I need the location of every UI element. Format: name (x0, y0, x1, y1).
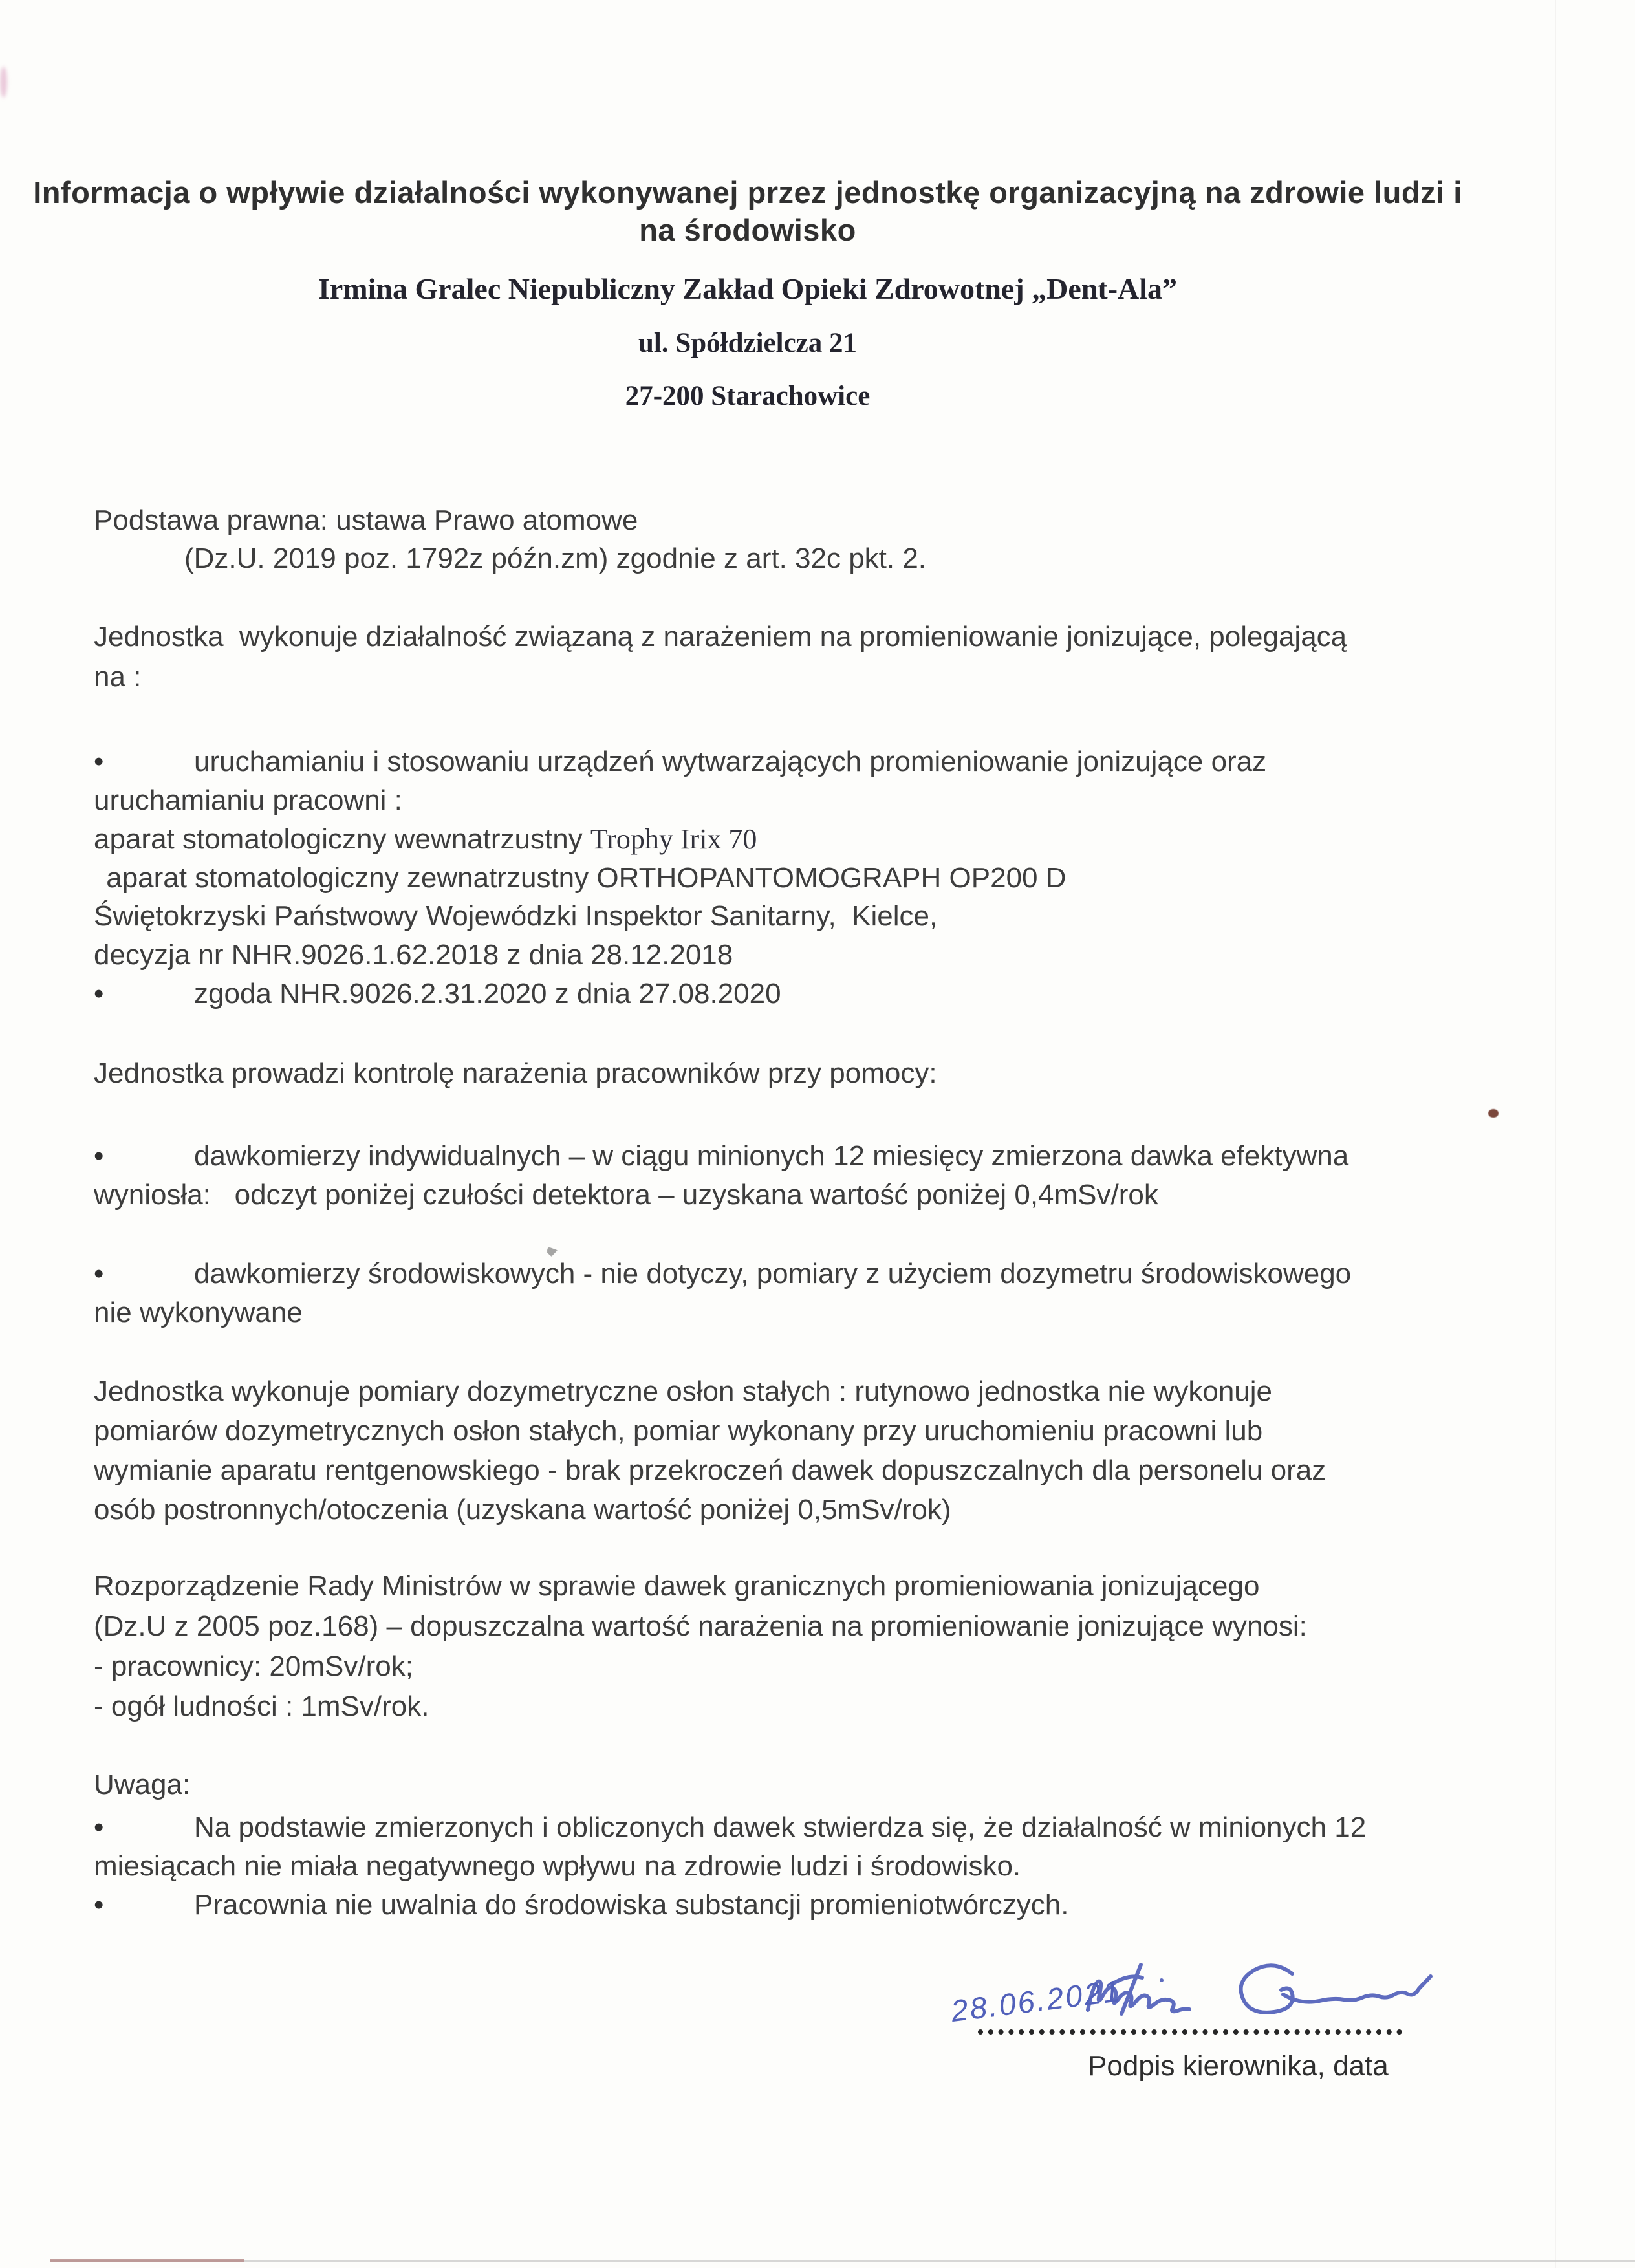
remarks-bullet2-text: Pracownia nie uwalnia do środowiska substancji promieniotwórczych. (194, 1889, 1069, 1921)
shielding-line3: wymianie aparatu rentgenowskiego - brak przekroczeń dawek dopuszczalnych dla personelu oraz (94, 1454, 1326, 1486)
regulation-line1: Rozporządzenie Rady Ministrów w sprawie dawek granicznych promieniowania jonizującego (94, 1570, 1260, 1602)
signature-caption: Podpis kierownika, data (1088, 2050, 1389, 2082)
scan-artifact-bottom-line (50, 2260, 1635, 2262)
regulation-line4: - ogół ludności : 1mSv/rok. (94, 1690, 429, 1722)
handwritten-date: 28.06.2021 (949, 1973, 1124, 2029)
bullet-icon: • (94, 1889, 104, 1921)
legal-basis-line2: (Dz.U. 2019 poz. 1792z późn.zm) zgodnie z art. 32c pkt. 2. (184, 543, 927, 574)
bullet-icon: • (94, 1258, 104, 1290)
monitoring-bullet1-text: dawkomierzy indywidualnych – w ciągu minionych 12 miesięcy zmierzona dawka efektywna (194, 1140, 1349, 1172)
monitoring-bullet1-cont: wyniosła: odczyt poniżej czułości detektora – uzyskana wartość poniżej 0,4mSv/rok (94, 1179, 1158, 1211)
bullet-icon: • (94, 1811, 104, 1843)
intro-line1: Jednostka wykonuje działalność związaną z narażeniem na promieniowanie jonizujące, polegającą (94, 621, 1347, 653)
shielding-line4: osób postronnych/otoczenia (uzyskana wartość poniżej 0,5mSv/rok) (94, 1494, 951, 1526)
remarks-bullet1-cont: miesiącach nie miała negatywnego wpływu na zdrowie ludzi i środowisko. (94, 1850, 1021, 1882)
legal-basis-line1: Podstawa prawna: ustawa Prawo atomowe (94, 504, 638, 536)
monitoring-bullet2 (94, 1257, 1351, 1291)
activities-decision: decyzja nr NHR.9026.1.62.2018 z dnia 28.12.2018 (94, 939, 733, 971)
intro-line2: na : (94, 661, 142, 693)
activities-bullet1-text: uruchamianiu i stosowaniu urządzeń wytwarzających promieniowanie jonizujące oraz (194, 746, 1267, 777)
monitoring-bullet2-text: dawkomierzy środowiskowych - nie dotyczy, pomiary z użyciem dozymetru środowiskowego (194, 1258, 1352, 1290)
bullet-icon: • (94, 1140, 104, 1172)
remarks-bullet1 (94, 1811, 1366, 1844)
activities-device1-model: Trophy Irix 70 (590, 823, 757, 855)
activities-device2: aparat stomatologiczny zewnatrzustny ORTHOPANTOMOGRAPH OP200 D (98, 862, 1067, 894)
activities-authority: Świętokrzyski Państwowy Wojewódzki Inspektor Sanitarny, Kielce, (94, 900, 938, 932)
activities-bullet1-cont: uruchamianiu pracowni : (94, 784, 402, 816)
scan-artifact-gray-smudge (547, 1247, 558, 1257)
regulation-line3: - pracownicy: 20mSv/rok; (94, 1650, 413, 1682)
activities-bullet2 (94, 977, 781, 1011)
document-title (0, 174, 1495, 249)
letterhead-street: ul. Spółdzielcza 21 (638, 328, 858, 358)
scan-artifact-edge-line (1555, 0, 1556, 2268)
letterhead-postal-city: 27-200 Starachowice (625, 381, 871, 411)
shielding-line1: Jednostka wykonuje pomiary dozymetryczne osłon stałych : rutynowo jednostka nie wykonuje (94, 1376, 1273, 1407)
activities-bullet1 (94, 745, 1266, 779)
activities-device1-prefix: aparat stomatologiczny wewnatrzustny (94, 823, 590, 855)
monitoring-bullet1 (94, 1139, 1348, 1173)
activities-bullet2-text: zgoda NHR.9026.2.31.2020 z dnia 27.08.2020 (194, 978, 781, 1010)
bullet-icon: • (94, 978, 104, 1010)
signature-dotted-line (978, 2029, 1402, 2035)
scan-artifact-pink-smudge (0, 67, 7, 98)
shielding-line2: pomiarów dozymetrycznych osłon stałych, pomiar wykonany przy uruchomieniu pracowni lub (94, 1415, 1263, 1447)
remarks-heading: Uwaga: (94, 1769, 191, 1800)
document-title-line2: na środowisko (639, 213, 856, 247)
document-title-line1: Informacja o wpływie działalności wykonywanej przez jednostkę organizacyjną na zdrowie ludzi i (33, 175, 1462, 210)
letterhead-organization: Irmina Gralec Niepubliczny Zakład Opieki Zdrowotnej „Dent-Ala” (318, 272, 1178, 305)
activities-device1 (94, 823, 757, 856)
remarks-bullet2 (94, 1888, 1068, 1922)
remarks-bullet1-text: Na podstawie zmierzonych i obliczonych dawek stwierdza się, że działalność w minionych 12 (194, 1811, 1367, 1843)
scan-artifact-bottom-line-red (50, 2259, 244, 2262)
regulation-line2: (Dz.U z 2005 poz.168) – dopuszczalna wartość narażenia na promieniowanie jonizujące wynosi: (94, 1610, 1307, 1642)
bullet-icon: • (94, 746, 104, 777)
signature-scribble (1079, 1957, 1454, 2035)
monitoring-bullet2-cont: nie wykonywane (94, 1297, 303, 1328)
monitoring-intro: Jednostka prowadzi kontrolę narażenia pracowników przy pomocy: (94, 1057, 937, 1089)
scan-artifact-red-dot (1488, 1109, 1499, 1118)
